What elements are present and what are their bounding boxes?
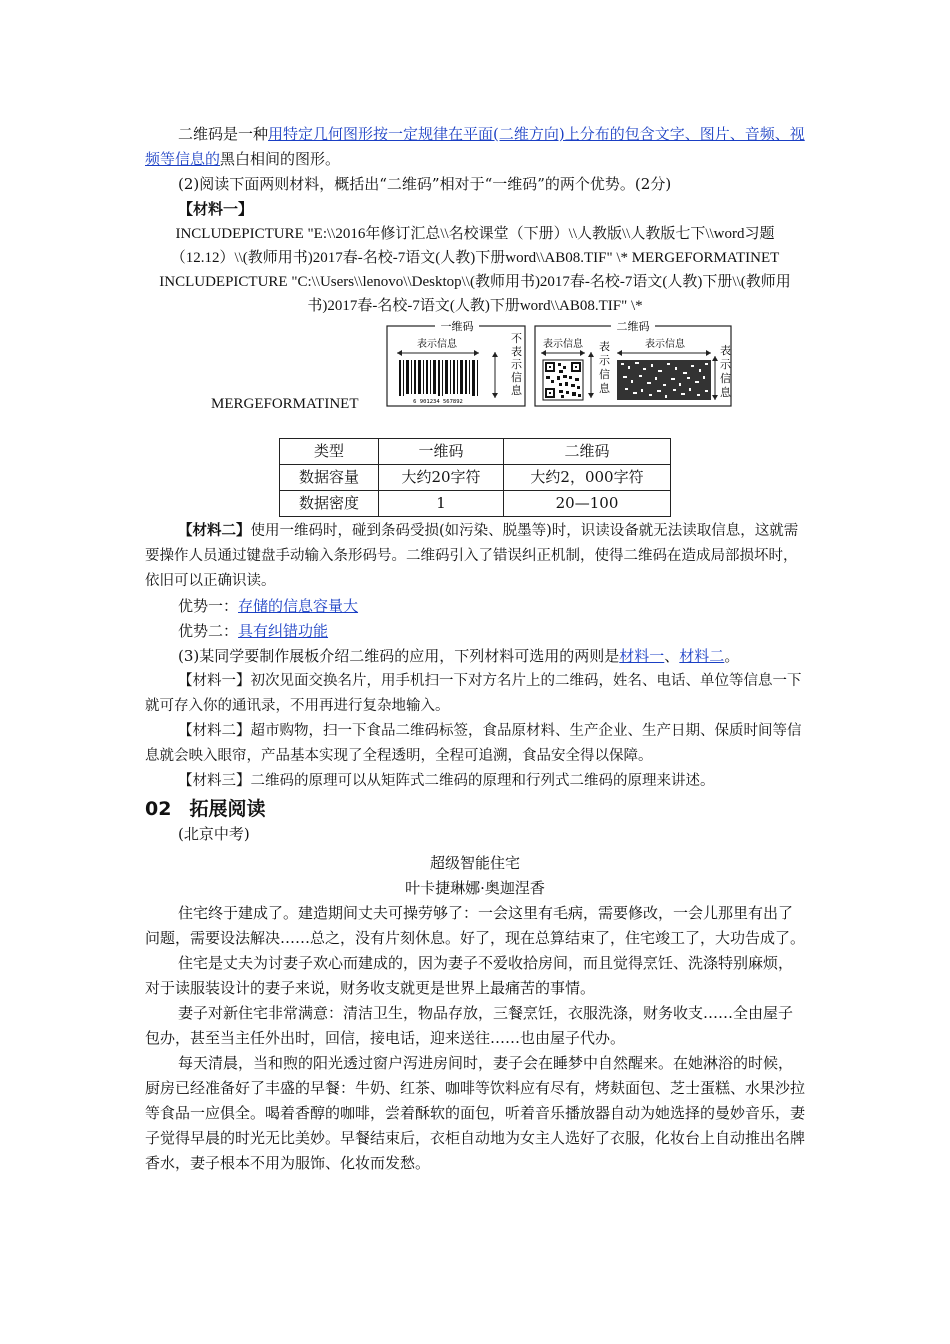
article-paragraph: 住宅是丈夫为讨妻子欢心而建成的，因为妻子不爱收拾房间，而且觉得烹饪、洗涤特别麻烦，对于读服装设计的妻子来说，财务收支就更是世界上最痛苦的事情。 <box>145 954 794 997</box>
article-paragraph: 每天清晨，当和煦的阳光透过窗户泻进房间时，妻子会在睡梦中自然醒来。在她淋浴的时候，厨房已经准备好了丰盛的早餐：牛奶、红茶、咖啡等饮料应有尽有，烤麸面包、芝士蛋糕、水果沙拉等食品一应俱全。喝着香醇的咖啡，尝着酥软的面包，听着音乐播放器自动为她选择的曼妙音乐，妻子觉得早晨的时光无比美妙。早餐结束后，衣柜自动地为女主人选好了衣服，化妆台上自动推出名牌香水，妻子根本不用为服饰、化妆而发愁。 <box>145 1054 806 1172</box>
q3-material-1 <box>145 669 805 719</box>
advantage-1-answer: 存储的信息容量大 <box>238 597 359 615</box>
group2-title: 二维码 <box>616 320 650 333</box>
barcode-1d-icon <box>397 332 523 405</box>
section-number: 02 <box>145 798 172 820</box>
comparison-table <box>279 438 671 517</box>
table-header: 一维码 <box>379 439 504 465</box>
table-row <box>280 491 671 517</box>
intro-paragraph <box>145 122 805 172</box>
advantage-1-label: 优势一： <box>178 597 239 615</box>
material2-text: 使用一维码时，碰到条码受损(如污染、脱墨等)时，识读设备就无法读取信息，这就需要操作人员通过键盘手动输入条形码号。二维码引入了错误纠正机制，使得二维码在造成局部损坏时，依旧可以正确识读。 <box>145 523 799 589</box>
q3-separator: 、 <box>664 647 680 665</box>
document-page <box>145 122 805 1176</box>
section-source: (北京中考) <box>178 825 250 843</box>
figure-row <box>145 320 805 412</box>
qr-code-icon <box>541 337 611 400</box>
intro-answer: 用特定几何图形按一定规律在平面(二维方向)上分布的包含文字、图片、音频、视频等信息的 <box>145 125 805 168</box>
includepicture-field: INCLUDEPICTURE "E:\\2016年修订汇总\\名校课堂（下册）\\人教版\\人教版七下\\word习题（12.12）\\(教师用书)2017春-名校-7语文(人教)下册word\\AB08.TIF" \* MERGEFORMATINET INCLUDEPICTURE "C:\\Users\\lenovo\\Desktop\\(教师用书)2017春-名校-7语文(人教)下册\\(教师用书)2017春-名校-7语文(人教)下册word\\AB08.TIF" \* <box>159 226 791 314</box>
material1-label: 【材料一】 <box>178 200 254 218</box>
section-title: 拓展阅读 <box>189 798 266 820</box>
advantage-2 <box>145 619 805 644</box>
stacked-2d-code-icon <box>617 337 732 400</box>
info-label-2: 表示信息 <box>543 339 583 350</box>
article-title: 超级智能住宅 <box>429 854 520 872</box>
group1-title: 一维码 <box>440 320 474 333</box>
article-author: 叶卡捷琳娜·奥迦涅香 <box>405 879 545 897</box>
material2-paragraph <box>145 518 805 594</box>
material2-label: 【材料二】 <box>178 522 251 539</box>
q3-material-2 <box>145 719 805 769</box>
table-row <box>280 465 671 491</box>
table-cell: 1 <box>379 491 504 517</box>
no-info-label: 不表示信息 <box>511 332 522 397</box>
barcode-comparison-figure <box>385 320 735 408</box>
info-vertical-label-1: 表示信息 <box>599 340 610 395</box>
info-vertical-label-2: 表示信息 <box>720 344 731 399</box>
q3-material-1-label: 【材料一】 <box>178 673 251 689</box>
article-paragraph: 住宅终于建成了。建造期间丈夫可操劳够了：一会这里有毛病，需要修改，一会儿那里有出了问题，需要设法解决……总之，没有片刻休息。好了，现在总算结束了，住宅竣工了，大功告成了。 <box>145 904 806 947</box>
advantage-1 <box>145 594 805 619</box>
article-paragraph: 妻子对新住宅非常满意：清洁卫生，物品存放，三餐烹饪，衣服洗涤，财务收支……全由屋子包办，甚至当主任外出时，回信，接电话，迎来送往……也由屋子代办。 <box>145 1004 794 1047</box>
q3-material-1-text: 初次见面交换名片，用手机扫一下对方名片上的二维码，姓名、电话、单位等信息一下就可存入你的通讯录，不用再进行复杂地输入。 <box>145 673 802 714</box>
table-cell: 数据密度 <box>280 491 379 517</box>
q3-question-text: (3)某同学要制作展板介绍二维码的应用，下列材料可选用的两则是 <box>178 647 620 665</box>
table-header-row <box>280 439 671 465</box>
q3-material-3 <box>145 769 805 794</box>
q3-answer-1: 材料一 <box>619 647 665 665</box>
intro-lead: 二维码是一种 <box>178 125 269 143</box>
advantage-2-label: 优势二： <box>178 622 239 640</box>
q3-end: 。 <box>724 647 740 665</box>
q3-material-2-text: 超市购物，扫一下食品二维码标签，食品原材料、生产企业、生产日期、保质时间等信息就会映入眼帘，产品基本实现了全程透明，全程可追溯，食品安全得以保障。 <box>145 723 802 764</box>
section-heading <box>145 796 805 822</box>
info-label-1: 表示信息 <box>417 339 457 350</box>
q3-question <box>145 644 805 669</box>
intro-tail: 黑白相间的图形。 <box>220 150 341 168</box>
q3-material-3-text: 二维码的原理可以从矩阵式二维码的原理和行列式二维码的原理来讲述。 <box>250 773 715 789</box>
info-label-3: 表示信息 <box>645 339 685 350</box>
mergeformat-text: MERGEFORMATINET <box>211 396 359 412</box>
table-cell: 大约2，000字符 <box>504 465 671 491</box>
q3-answer-2: 材料二 <box>679 647 725 665</box>
q3-material-3-label: 【材料三】 <box>178 773 251 789</box>
table-cell: 20—100 <box>504 491 671 517</box>
table-cell: 大约20字符 <box>379 465 504 491</box>
q3-material-2-label: 【材料二】 <box>178 723 251 739</box>
table-cell: 数据容量 <box>280 465 379 491</box>
table-header: 二维码 <box>504 439 671 465</box>
barcode-number: 6 901234 567892 <box>413 399 463 405</box>
table-header: 类型 <box>280 439 379 465</box>
advantage-2-answer: 具有纠错功能 <box>238 622 329 640</box>
q2-question: (2)阅读下面两则材料，概括出“二维码”相对于“一维码”的两个优势。(2分) <box>178 175 672 193</box>
